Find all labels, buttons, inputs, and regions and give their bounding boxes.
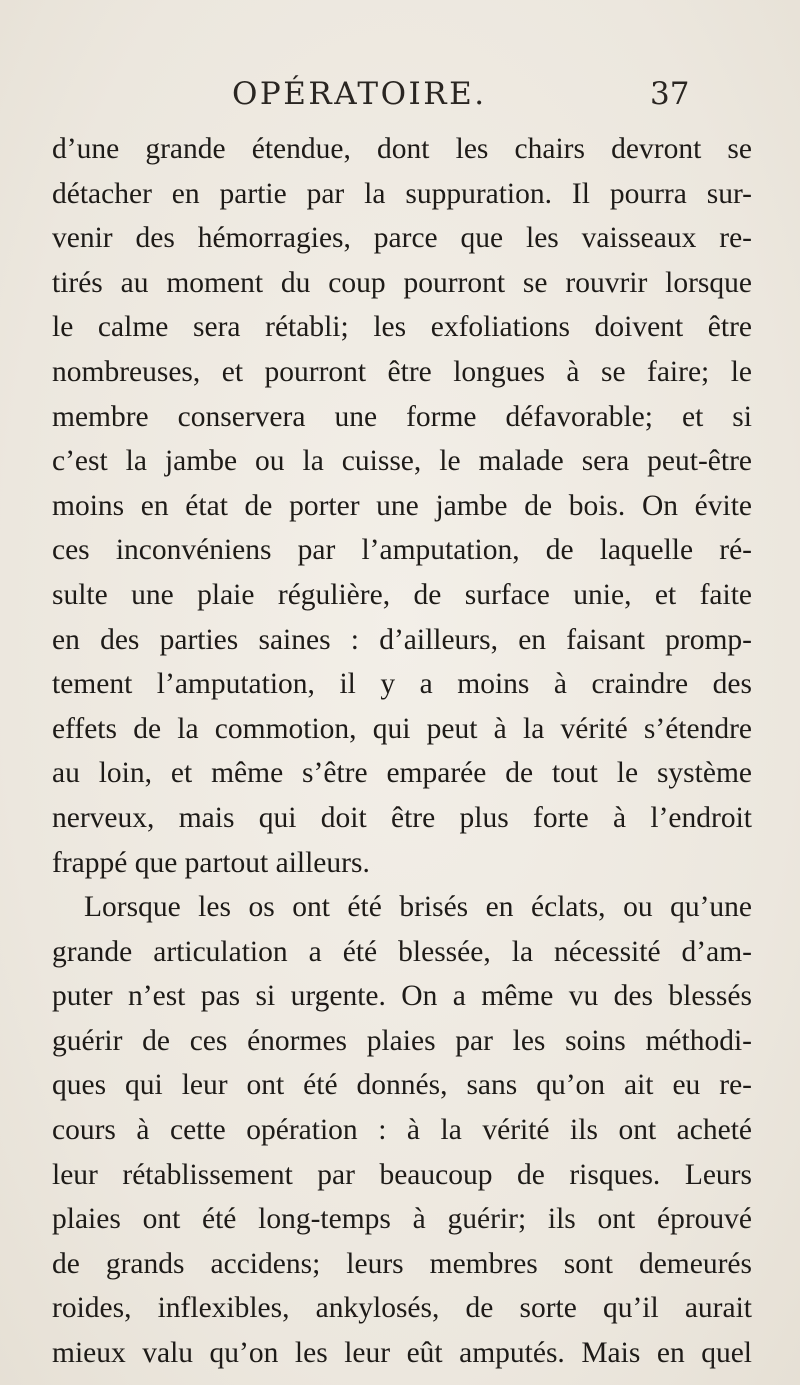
text-line: cours à cette opération : à la vérité ils ont acheté — [52, 1114, 752, 1147]
text-line: le calme sera rétabli; les exfoliations doivent être — [52, 311, 752, 344]
text-line: moins en état de porter une jambe de bois. On évite — [52, 489, 752, 522]
text-line: en des parties saines : d’ailleurs, en faisant promp- — [52, 623, 752, 656]
text-line: ques qui leur ont été donnés, sans qu’on ait eu re- — [52, 1069, 752, 1102]
text-line: détacher en partie par la suppuration. Il pourra sur- — [52, 177, 752, 210]
text-line: tement l’amputation, il y a moins à craindre des — [52, 668, 752, 701]
text-line: leur rétablissement par beaucoup de risques. Leurs — [52, 1158, 752, 1191]
text-line: de grands accidens; leurs membres sont demeurés — [52, 1247, 752, 1280]
text-line: effets de la commotion, qui peut à la vérité s’étendre — [52, 712, 752, 745]
paragraph-end-line: frappé que partout ailleurs. — [52, 846, 370, 879]
text-line: puter n’est pas si urgente. On a même vu des blessés — [52, 980, 752, 1013]
page-header — [0, 74, 800, 114]
text-line: membre conservera une forme défavorable; et si — [52, 400, 752, 433]
text-line: d’une grande étendue, dont les chairs devront se — [52, 133, 752, 165]
text-line: c’est la jambe ou la cuisse, le malade sera peut-être — [52, 445, 752, 478]
text-line: plaies ont été long-temps à guérir; ils ont éprouvé — [52, 1203, 752, 1236]
text-line: mieux valu qu’on les leur eût amputés. Mais en quel — [52, 1337, 752, 1370]
text-line: grande articulation a été blessée, la nécessité d’am- — [52, 935, 752, 968]
text-line: nombreuses, et pourront être longues à se faire; le — [52, 355, 752, 388]
text-line: guérir de ces énormes plaies par les soins méthodi- — [52, 1024, 752, 1057]
paragraph-start-line: Lorsque les os ont été brisés en éclats, ou qu’une — [84, 891, 752, 924]
text-line: ces inconvéniens par l’amputation, de laquelle ré- — [52, 534, 752, 567]
text-line: nerveux, mais qui doit être plus forte à l’endroit — [52, 801, 752, 834]
text-line: venir des hémorragies, parce que les vaisseaux re- — [52, 222, 752, 255]
text-line: sulte une plaie régulière, de surface unie, et faite — [52, 578, 752, 611]
body-text — [52, 127, 752, 1376]
page-number: 37 — [650, 76, 690, 112]
text-line: roides, inflexibles, ankylosés, de sorte qu’il aurait — [52, 1292, 752, 1325]
running-title: OPÉRATOIRE. — [232, 76, 487, 112]
text-line: tirés au moment du coup pourront se rouvrir lorsque — [52, 266, 752, 299]
text-line: au loin, et même s’être emparée de tout le système — [52, 757, 752, 790]
